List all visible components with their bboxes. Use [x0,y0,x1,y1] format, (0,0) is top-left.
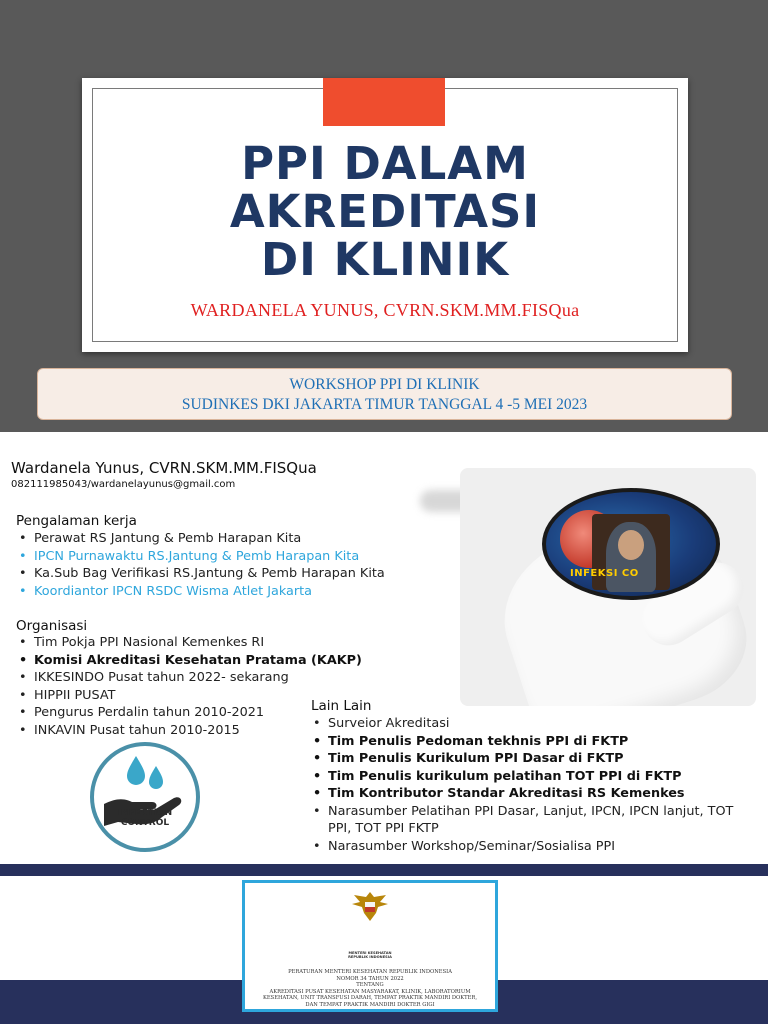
face-shape [618,530,644,560]
emblem-caption [245,951,495,959]
list-item: • INKAVIN Pusat tahun 2010-2015 [16,722,362,740]
list-item: • Surveior Akreditasi [310,715,750,733]
garuda-emblem-icon [350,889,390,925]
workshop-line-2: SUDINKES DKI JAKARTA TIMUR TANGGAL 4 -5 MEI 2023 [181,396,588,413]
list-item: • Pengurus Perdalin tahun 2010-2021 [16,704,362,722]
speaker-contact: 082111985043/wardanelayunus@gmail.com [11,479,236,490]
regulation-document [242,880,498,1012]
list-item: • Perawat RS Jantung & Pemb Harapan Kita [16,530,385,548]
title-line-3: DI KLINIK [260,233,510,286]
profile-slide [0,432,768,864]
regulation-slide [0,864,768,1024]
title-line-2: AKREDITASI [229,185,541,238]
emblem-caption-line-1: MENTERI KESEHATAN [348,951,392,955]
title-slide [0,0,768,432]
doc-line: PERATURAN MENTERI KESEHATAN REPUBLIK INDONESIA [288,969,452,975]
list-item: • Tim Kontributor Standar Akreditasi RS Kemenkes [310,785,750,803]
doc-line: DAN TEMPAT PRAKTIK MANDIRI DOKTER GIGI [305,1001,435,1008]
speaker-name: Wardanela Yunus, CVRN.SKM.MM.FISQua [11,459,317,477]
list-item: • Tim Pokja PPI Nasional Kemenkes RI [16,634,362,652]
lens-caption: INFEKSI CO [570,568,639,579]
emblem-caption-line-2: REPUBLIK INDONESIA [348,955,392,960]
list-item: • Tim Penulis Pedoman tekhnis PPI di FKTP [310,733,750,751]
list-item: • Koordiantor IPCN RSDC Wisma Atlet Jakarta [16,583,385,601]
experience-heading: Pengalaman kerja [16,513,137,529]
doc-line: AKREDITASI PUSAT KESEHATAN MASYARAKAT, KLINIK, LABORATORIUM [269,988,471,995]
hand-drops-icon [94,746,196,848]
logo-text-line-1: INFECTION [117,808,173,818]
other-list [310,715,750,855]
doc-line: KESEHATAN, UNIT TRANSFUSI DARAH, TEMPAT PRAKTIK MANDIRI DOKTER, [263,995,477,1002]
presentation-title [82,137,688,286]
list-item: • IKKESINDO Pusat tahun 2022- sekarang [16,669,362,687]
list-item: • IPCN Purnawaktu RS.Jantung & Pemb Harapan Kita [16,548,385,566]
workshop-banner [37,368,732,420]
title-line-1: PPI DALAM [241,137,529,190]
author-line: WARDANELA YUNUS, CVRN.SKM.MM.FISQua [190,300,580,320]
logo-text-line-2: CONTROL [120,818,170,828]
infection-control-logo [90,742,200,852]
list-item: • Narasumber Workshop/Seminar/Sosialisa PPI [310,838,750,856]
regulation-text [245,969,495,1009]
experience-list [16,530,385,600]
accent-tab [323,78,445,126]
list-item: • Ka.Sub Bag Verifikasi RS.Jantung & Pemb Harapan Kita [16,565,385,583]
list-item: • Narasumber Pelatihan PPI Dasar, Lanjut, IPCN, IPCN lanjut, TOT PPI, TOT PPI FKTP [310,803,750,838]
title-card [82,78,688,352]
organization-heading: Organisasi [16,618,88,634]
photo-lens [542,488,720,600]
workshop-line-1: WORKSHOP PPI DI KLINIK [289,376,480,393]
doc-line: TENTANG [356,982,384,989]
list-item: • Tim Penulis Kurikulum PPI Dasar di FKTP [310,750,750,768]
list-item: • Tim Penulis kurikulum pelatihan TOT PPI di FKTP [310,768,750,786]
speaker-photo [460,468,756,706]
other-heading: Lain Lain [311,698,372,714]
list-item: • HIPPII PUSAT [16,687,362,705]
doc-line: NOMOR 34 TAHUN 2022 [336,975,404,982]
list-item: • Komisi Akreditasi Kesehatan Pratama (KAKP) [16,652,362,670]
top-band [0,864,768,876]
